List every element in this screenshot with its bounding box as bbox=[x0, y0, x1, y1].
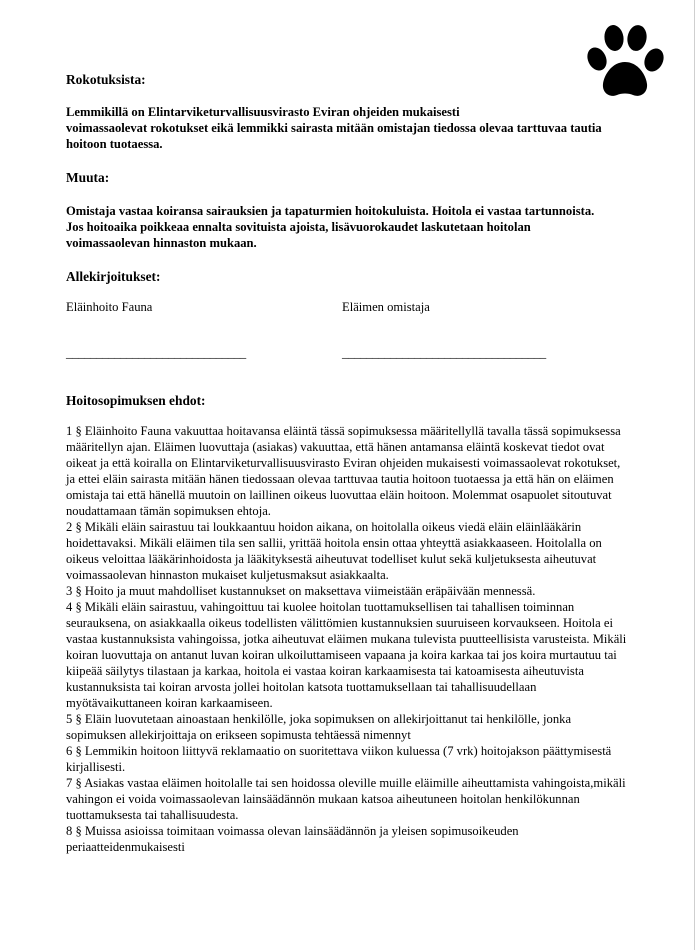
provider-signature-line: ______________________________ bbox=[66, 346, 246, 360]
signatures-heading: Allekirjoitukset: bbox=[66, 269, 161, 284]
owner-signature-label: Eläimen omistaja bbox=[342, 300, 430, 314]
term-item: 2 § Mikäli eläin sairastuu tai loukkaantuu hoidon aikana, on hoitolalla oikeus viedä eläin eläinlääkärin hoidettavaksi. Mikäli eläimen tila sen sallii, yrittää hoitola ensin ottaa yhteyttä asiakkaaseen. Hoitolalla on oikeus veloittaa lääkärinhoidosta ja lääkityksestä aiheutuvat todelliset kulut sekä kuljetuksesta aiheutuvat voimassaolevan hinnaston mukaiset kuljetusmaksut asiakkaalta. bbox=[66, 520, 602, 582]
term-item: 8 § Muissa asioissa toimitaan voimassa olevan lainsäädännön ja yleisen sopimusoikeuden periaatteidenmukaisesti bbox=[66, 824, 519, 854]
other-heading: Muuta: bbox=[66, 170, 110, 185]
vaccinations-text: Lemmikillä on Elintarviketurvallisuusvirasto Eviran ohjeiden mukaisesti voimassaolevat rokotukset eikä lemmikki sairasta mitään omistajan tiedossa olevaa tarttuvaa tautia hoitoon tuotaessa. bbox=[66, 105, 602, 151]
terms-heading: Hoitosopimuksen ehdot: bbox=[66, 393, 206, 408]
document-body bbox=[66, 72, 632, 855]
other-text: Omistaja vastaa koiransa sairauksien ja tapaturmien hoitokuluista. Hoitola ei vastaa tartunnoista. Jos hoitoaika poikkeaa ennalta sovituista ajoista, lisävuorokaudet laskutetaan hoitolan voimassaolevan hinnaston mukaan. bbox=[66, 204, 595, 250]
term-item: 7 § Asiakas vastaa eläimen hoitolalle tai sen hoidossa oleville muille eläimille aiheuttamista vahingoista,mikäli vahingon ei voida voimassaolevan lainsäädännön mukaan katsoa aiheutuneen hoitolan henkilökunnan tuottamuksesta tai tahallisuudesta. bbox=[66, 776, 626, 822]
terms-list bbox=[66, 423, 632, 855]
term-item: 6 § Lemmikin hoitoon liittyvä reklamaatio on suoritettava viikon kuluessa (7 vrk) hoitojakson päättymisestä kirjallisesti. bbox=[66, 744, 612, 774]
term-item: 5 § Eläin luovutetaan ainoastaan henkilölle, joka sopimuksen on allekirjoittanut tai henkilölle, jonka sopimuksen allekirjoittaja on erikseen sopimusta tehtäessä nimennyt bbox=[66, 712, 572, 742]
vaccinations-heading: Rokotuksista: bbox=[66, 72, 146, 87]
owner-signature-line: __________________________________ bbox=[342, 346, 546, 360]
signature-lines bbox=[66, 345, 632, 361]
signature-labels bbox=[66, 299, 632, 315]
term-item: 4 § Mikäli eläin sairastuu, vahingoittuu tai kuolee hoitolan tuottamuksellisen tai tahallisen toiminnan seurauksena, on asiakkaalla oikeus todellisten välittömien kustannuksien suuruiseen korvaukseen. Hoitola ei vastaa kustannuksista vahingoissa, jotka aiheutuvat eläimen mukana tulevista puutteellisista varusteista. Mikäli koiran luovuttaja on antanut luvan koiran ulkoiluttamiseen vapaana ja koira karkaa tai jos koira murtautuu tai kiipeää säilytys tilastaan ja karkaa, hoitola ei vastaa koiran karkaamisesta tai katoamisesta aiheutuvista kustannuksista tai koiran arvosta jollei hoitolan katsota tuottamuksellaan tai tahallisuudellaan myötävaikuttaneen koiran karkaamiseen. bbox=[66, 600, 627, 710]
term-item: 3 § Hoito ja muut mahdolliset kustannukset on maksettava viimeistään eräpäivään mennessä. bbox=[66, 584, 536, 598]
provider-signature-label: Eläinhoito Fauna bbox=[66, 300, 153, 314]
term-item: 1 § Eläinhoito Fauna vakuuttaa hoitavansa eläintä tässä sopimuksessa määritellyllä tavalla tässä sopimuksessa määritellyn ajan. Eläimen luovuttaja (asiakas) vakuuttaa, että hänen antamansa eläintä koskevat tiedot ovat oikeat ja että koiralla on Elintarviketurvallisuusvirasto Eviran ohjeiden mukaisesti voimassaolevat rokotukset, ja ettei eläin sairasta mitään hänen tiedossaan olevaa tarttuvaa tautia hoitoon tuotaessa ja että hän on eläimen omistaja tai että hänellä muutoin on laillinen oikeus luovuttaa eläin hoitoon. Molemmat osapuolet sitoutuvat noudattamaan tämän sopimuksen ehtoja. bbox=[66, 424, 621, 518]
